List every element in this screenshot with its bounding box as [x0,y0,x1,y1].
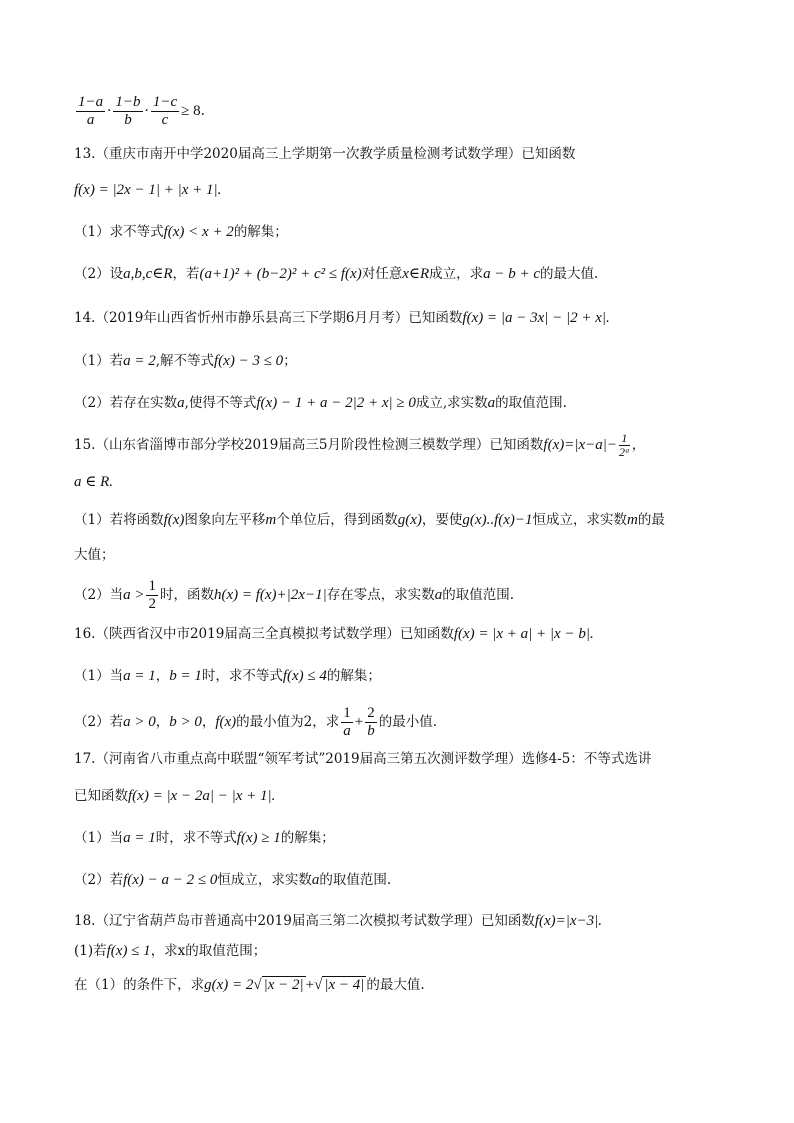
continued-inequality: $\frac{1-a}{a}$ · $\frac{1-b}{b}$ · $\frac{1-c}{c}$ ≥ 8. [78,94,205,128]
q16-intro: 16.（陕西省汉中市2019届高三全真模拟考试数学理）已知函数f(x) = |x + a| + |x − b|. [74,626,594,642]
q13-function: f(x) = |2x − 1| + |x + 1|. [74,182,222,198]
q14-intro: 14.（2019年山西省忻州市静乐县高三下学期6月月考）已知函数f(x) = |a − 3x| − |2 + x|. [74,310,610,326]
q15-part1: （1）若将函数f(x)图象向左平移m个单位后，得到函数g(x)，要使g(x)..f(x)−1恒成立，求实数m的最 [74,512,665,528]
q14-part2: （2）若存在实数a,使得不等式f(x) − 1 + a − 2|2 + x| ≥ 0成立,求实数a的取值范围. [74,395,567,411]
q17-intro: 17.（河南省八市重点高中联盟“领军考试”2019届高三第五次测评数学理）选修4-5：不等式选讲 [74,751,652,767]
q15-intro: 15.（山东省淄博市部分学校2019届高三5月阶段性检测三模数学理）已知函数f(x)=|x−a|− $\frac{1}{\text{2ᵃ}}$ ， [74,431,646,459]
q15-condition: a ∈ R. [74,474,114,490]
q17-part1: （1）当a = 1时，求不等式f(x) ≥ 1的解集； [74,830,335,846]
q18-intro: 18.（辽宁省葫芦岛市普通高中2019届高三第二次模拟考试数学理）已知函数f(x)=|x−3|. [74,913,603,929]
q13-intro: 13.（重庆市南开中学2020届高三上学期第一次教学质量检测考试数学理）已知函数 [74,146,576,162]
q16-part2: （2）若a > 0，b > 0，f(x)的最小值为2，求 $\frac{1}{a}$ + $\frac{2}{b}$ 的最小值. [74,705,438,739]
q17-function: 已知函数f(x) = |x − 2a| − |x + 1|. [74,788,276,804]
q18-part1: (1)若f(x) ≤ 1，求x的取值范围； [74,943,267,959]
q15-part1-cont: 大值； [74,547,115,563]
q13-part2: （2）设a,b,c∈R，若(a+1)² + (b−2)² + c² ≤ f(x)对任意x∈R成立，求a − b + c的最大值. [74,266,599,282]
q17-part2: （2）若f(x) − a − 2 ≤ 0恒成立，求实数a的取值范围. [74,872,392,888]
q14-part1: （1）若a = 2,解不等式f(x) − 3 ≤ 0； [74,353,297,369]
q13-part1: （1）求不等式f(x) < x + 2的解集； [74,224,288,240]
q15-part2: （2）当a > $\frac{1}{2}$ 时，函数h(x) = f(x)+|2x−1|存在零点，求实数a的取值范围. [74,578,514,612]
q16-part1: （1）当a = 1，b = 1时，求不等式f(x) ≤ 4的解集； [74,668,381,684]
q18-part2: 在（1）的条件下，求g(x) = 2√ |x − 2| +√ |x − 4| 的最大值. [74,977,425,993]
